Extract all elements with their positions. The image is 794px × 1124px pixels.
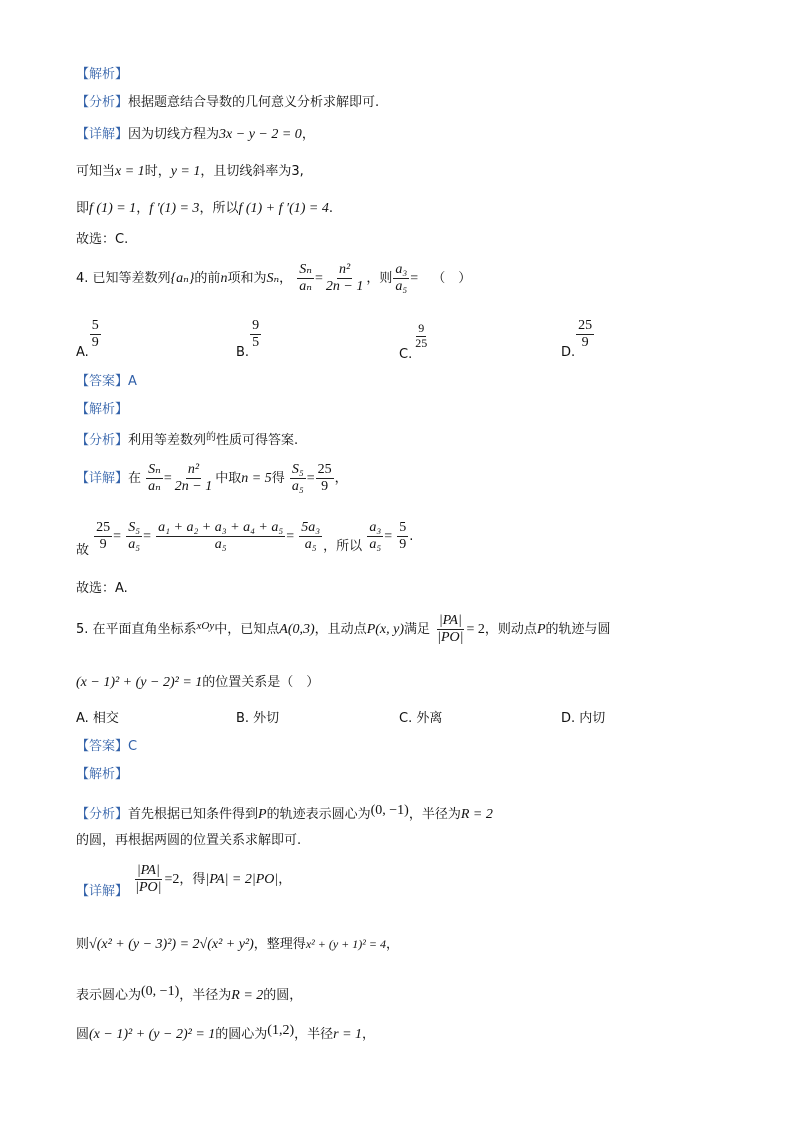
q4-stem: 4. 已知等差数列{aₙ}的前n项和为Sₙ， $\frac{\text{Sₙ}}{\text{aₙ}}$ = $\frac{\text{n²}}{2n - 1}$ ，则 $\frac{\text{a₃}}{\text{a₅}}$ = （ ） bbox=[76, 262, 472, 295]
q5-analysis-line2: 的圆，再根据两圆的位置关系求解即可. bbox=[76, 833, 302, 848]
fraction-n2: $\frac{\text{n²}}{2n - 1}$ bbox=[174, 462, 213, 495]
q3-analysis bbox=[76, 96, 379, 109]
fraction-sum: $\frac{\text{a₁ + a₂ + a₃ + a₄ + a₅}}{\text{a₅}}$ bbox=[158, 520, 284, 553]
q4-answer: 【答案】A bbox=[76, 374, 137, 389]
detail-tag: 【详解】 bbox=[76, 471, 129, 487]
fraction-sn-an: $\frac{\text{Sₙ}}{\text{aₙ}}$ bbox=[299, 262, 312, 295]
fraction-25-9: $\frac{25}{9}$ bbox=[317, 462, 332, 495]
fraction-a3-a5: $\frac{\text{a₃}}{\text{a₅}}$ bbox=[395, 262, 408, 295]
fraction-pa-po: $\frac{|PA|}{|PO|}$ bbox=[135, 862, 162, 895]
text: ， bbox=[279, 271, 293, 287]
q4-detail-line1: 【详解】在 $\frac{\text{Sₙ}}{\text{aₙ}}$ = $\frac{\text{n²}}{2n - 1}$ 中取n = 5得 $\frac{\text{S₅}}{\text{a₅}}$ = $\frac{25}{9}$ ， bbox=[76, 462, 348, 495]
text: 即 bbox=[76, 201, 90, 216]
jiexi-heading: 【解析】 bbox=[76, 767, 129, 782]
math-x-eq-1: x = 1 bbox=[115, 164, 145, 179]
q4-analysis: 【分析】利用等差数列$^的$性质可得答案. bbox=[76, 432, 299, 448]
q3-choice: 故选：C. bbox=[76, 232, 129, 247]
tangent-equation: 3x − y − 2 = 0 bbox=[219, 127, 302, 142]
text: 的前 bbox=[194, 271, 221, 287]
fraction-s5-a5: $\frac{\text{S₅}}{\text{a₅}}$ bbox=[291, 462, 304, 495]
sqrt-equation: √(x² + (y − 3)²) = 2√(x² + y²) bbox=[89, 937, 254, 952]
math-f1: f (1) = 1 bbox=[89, 201, 137, 216]
text: 项和为 bbox=[227, 271, 267, 287]
q3-detail-line3 bbox=[76, 202, 333, 216]
q4-option-b: B. $\frac{9}{5}$ bbox=[236, 318, 260, 361]
jiexi-heading: 【解析】 bbox=[76, 402, 129, 417]
q5-detail-line3: 表示圆心为(0, −1)，半径为R = 2的圆， bbox=[76, 984, 303, 1003]
detail-tag: 【详解】 bbox=[76, 127, 129, 142]
math-sn: Sₙ bbox=[266, 271, 280, 287]
text: 可知当 bbox=[76, 164, 116, 179]
text: 4. 已知等差数列 bbox=[76, 271, 171, 287]
analysis-tag: 【分析】 bbox=[76, 807, 129, 822]
fraction: $\frac{\text{a₃}}{\text{a₅}}$ bbox=[369, 520, 382, 553]
sequence-set: {aₙ} bbox=[170, 271, 195, 287]
punct: ， bbox=[301, 127, 315, 142]
q5-stem-line2: (x − 1)² + (y − 2)² = 1的位置关系是（ ） bbox=[76, 675, 320, 690]
q4-detail-line2: 故 $\frac{25}{9}$ = $\frac{\text{S₅}}{\text{a₅}}$ = $\frac{\text{a₁ + a₂ + a₃ + a₄ + a₅}}{\text{a₅}}$ = $\frac{\text{5a₃}}{\text{a₅}}$ ，所以 $\frac{\text{a₃}}{\text{a₅}}$ = $\frac{5}{9}$ . bbox=[76, 520, 414, 559]
answer-bracket: （ ） bbox=[432, 271, 472, 287]
text: ，且切线斜率为3, bbox=[200, 164, 304, 179]
q5-detail-line1: 【详解】 $\frac{|PA|}{|PO|}$ =2，得|PA| = 2|PO|， bbox=[76, 862, 292, 899]
fraction: $\frac{25}{9}$ bbox=[96, 520, 111, 553]
text: 时， bbox=[144, 164, 171, 179]
q5-answer: 【答案】C bbox=[76, 739, 138, 754]
option-fraction: $\frac{9}{5}$ bbox=[252, 318, 260, 351]
q3-detail-line1 bbox=[76, 128, 315, 142]
q3-detail-line2 bbox=[76, 165, 304, 179]
q5-stem: 5. 在平面直角坐标系$^{xOy}$中，已知点A(0,3)，且动点P(x, y)满足 $\frac{|PA|}{|PO|}$ = 2，则动点P的轨迹与圆 bbox=[76, 612, 611, 645]
fraction: $\frac{\text{S₅}}{\text{a₅}}$ bbox=[128, 520, 141, 553]
math-y-eq-1: y = 1 bbox=[170, 164, 201, 179]
q4-choice: 故选：A. bbox=[76, 581, 128, 596]
jiexi-heading: 【解析】 bbox=[76, 67, 129, 82]
circle-equation: (x − 1)² + (y − 2)² = 1 bbox=[76, 675, 203, 690]
q5-option-a: A. 相交 bbox=[76, 711, 119, 726]
q5-detail-line2: 则√(x² + (y − 3)²) = 2√(x² + y²)，整理得x² + (y + 1)² = 4， bbox=[76, 937, 399, 952]
text: ，则 bbox=[366, 271, 393, 287]
text: . bbox=[328, 201, 333, 216]
q5-analysis: 【分析】首先根据已知条件得到P的轨迹表示圆心为(0, −1)，半径为R = 2 bbox=[76, 803, 493, 822]
fraction-n2: $\frac{\text{n²}}{2n - 1}$ bbox=[325, 262, 364, 295]
fraction: $\frac{\text{5a₃}}{\text{a₅}}$ bbox=[301, 520, 321, 553]
option-fraction: $\frac{9}{25}$ bbox=[415, 321, 428, 350]
analysis-tag: 【分析】 bbox=[76, 95, 129, 110]
q4-option-d: D. $\frac{25}{9}$ bbox=[561, 318, 593, 361]
q4-option-a: A. $\frac{5}{9}$ bbox=[76, 318, 99, 361]
math-n: n bbox=[220, 271, 228, 287]
text: ，所以 bbox=[199, 201, 239, 216]
fraction-sn-an: $\frac{\text{Sₙ}}{\text{aₙ}}$ bbox=[148, 462, 161, 495]
q5-detail-line4: 圆(x − 1)² + (y − 2)² = 1的圆心为(1,2)，半径r = 1， bbox=[76, 1023, 376, 1042]
q5-option-b: B. 外切 bbox=[236, 711, 280, 726]
q5-option-c: C. 外离 bbox=[399, 711, 443, 726]
text: ， bbox=[136, 201, 150, 216]
detail-text: 因为切线方程为 bbox=[128, 127, 220, 142]
analysis-tag: 【分析】 bbox=[76, 433, 129, 448]
option-fraction: $\frac{5}{9}$ bbox=[91, 318, 99, 351]
math-fprime1: f ′(1) = 3 bbox=[149, 201, 200, 216]
fraction-pa-po: $\frac{|PA|}{|PO|}$ bbox=[437, 612, 464, 645]
q5-option-d: D. 内切 bbox=[561, 711, 606, 726]
fraction: $\frac{5}{9}$ bbox=[399, 520, 407, 553]
math-sum: f (1) + f ′(1) = 4 bbox=[238, 201, 329, 216]
option-fraction: $\frac{25}{9}$ bbox=[578, 318, 593, 351]
q4-option-c: C. $\frac{9}{25}$ bbox=[399, 321, 428, 362]
analysis-text: 根据题意结合导数的几何意义分析求解即可. bbox=[128, 95, 380, 110]
detail-tag: 【详解】 bbox=[76, 884, 129, 899]
